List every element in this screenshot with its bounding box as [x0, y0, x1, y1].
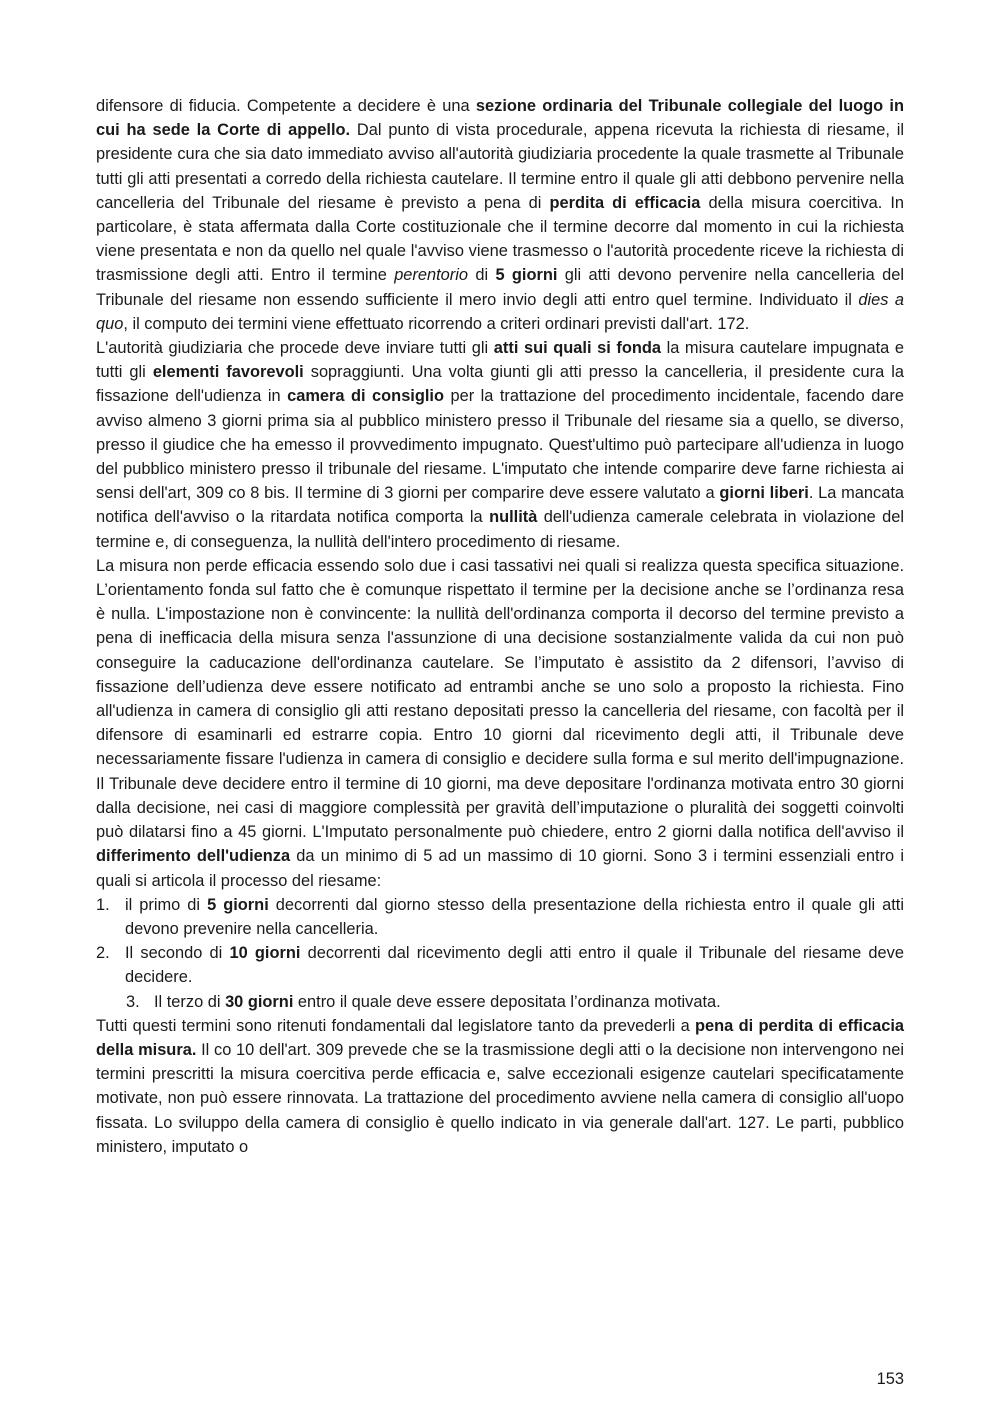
list-item — [96, 990, 904, 1014]
text-run: per la trattazione del procedimento incidentale, facendo dare avviso almeno 3 giorni prima sia al pubblico ministero presso il Tribunale del riesame sia a quello, se diverso, presso il giudice che ha emesso il provvedimento impugnato. Quest'ultimo può partecipare all'udienza in luogo del pubblico ministero presso il tribunale del riesame. L'imputato che intende comparire deve farne richiesta ai sensi dell'art, 309 co 8 bis. Il termine di 3 giorni per comparire deve essere valutato a — [96, 387, 904, 503]
list-item — [96, 941, 904, 989]
bold-text: 30 giorni — [225, 992, 294, 1011]
text-run: Tutti questi termini sono ritenuti fondamentali dal legislatore tanto da prevederli a — [96, 1016, 696, 1035]
text-run: difensore di fiducia. Competente a decidere è una — [96, 97, 476, 115]
paragraph-2 — [96, 336, 904, 554]
text-run: sopraggiunti. Una volta giunti gli atti presso la cancelleria, il presidente cura la fissazione dell'udienza in — [96, 363, 904, 406]
text-run: L'autorità giudiziaria che procede deve inviare tutti gli — [96, 339, 494, 358]
paragraph-1 — [96, 94, 904, 336]
list-number: 2. — [96, 944, 110, 963]
list-number: 1. — [96, 895, 110, 914]
bold-text: perdita di efficacia — [549, 193, 701, 212]
text-run: Dal punto di vista procedurale, appena ricevuta la richiesta di riesame, il presidente cura che sia dato immediato avviso all'autorità giudiziaria procedente la quale trasmette al Tribunale tutti gli atti presentati a corredo della richiesta cautelare. Il termine entro il quale gli atti debbono pervenire nella cancelleria del Tribunale del riesame è previsto a pena di — [96, 121, 904, 212]
text-run: il primo di — [125, 895, 208, 914]
bold-text: differimento dell'udienza — [96, 847, 291, 866]
bold-text: 10 giorni — [229, 944, 301, 963]
italic-text: dies a quo — [96, 290, 904, 333]
bold-text: 5 giorni — [495, 266, 558, 285]
text-run: dell'udienza camerale celebrata in violazione del termine e, di conseguenza, la nullità dell'intero procedimento di riesame. — [96, 508, 905, 551]
list-item — [96, 893, 904, 941]
bold-text: sezione ordinaria del Tribunale collegiale del luogo in cui ha sede la Corte di appello. — [96, 97, 905, 140]
paragraph-4 — [96, 1014, 904, 1159]
text-run: decorrenti dal ricevimento degli atti entro il quale il Tribunale del riesame deve decidere. — [125, 944, 904, 987]
page-number: 153 — [876, 1370, 904, 1388]
bold-text: camera di consiglio — [287, 387, 444, 406]
text-run: di — [468, 266, 496, 285]
text-run: della misura coercitiva. In particolare, è stata affermata dalla Corte costituzionale che il termine decorre dal momento in cui la richiesta viene presentata e non da quello nel quale l'avviso viene trasmesso o l'autorità procedente riceve la richiesta di trasmissione degli atti. Entro il termine — [96, 193, 904, 285]
bold-text: 5 giorni — [207, 895, 269, 914]
italic-text: perentorio — [394, 266, 468, 285]
text-run: Il co 10 dell'art. 309 prevede che se la trasmissione degli atti o la decisione non intervengono nei termini prescritti la misura coercitiva perde efficacia e, salve eccezionali esigenze cautelari specificatamente motivate, non può essere rinnovata. La trattazione del procedimento avviene nella camera di consiglio all'uopo fissata. Lo sviluppo della camera di consiglio è quello indicato in via generale dall'art. 127. Le parti, pubblico ministero, imputato o — [96, 1040, 904, 1156]
text-run: la misura cautelare impugnata e tutti gli — [96, 339, 904, 382]
text-run: decorrenti dal giorno stesso della presentazione della richiesta entro il quale gli atti devono prevenire nella cancelleria. — [125, 895, 904, 938]
bold-text: elementi favorevoli — [152, 363, 304, 382]
text-run: Il terzo di — [154, 992, 226, 1011]
text-run: da un minimo di 5 ad un massimo di 10 giorni. Sono 3 i termini essenziali entro i quali si articola il processo del riesame: — [96, 847, 905, 890]
document-page — [96, 94, 904, 1159]
terms-list — [96, 893, 904, 1014]
text-run: Il secondo di — [125, 944, 230, 963]
text-run: entro il quale deve essere depositata l’ordinanza motivata. — [293, 992, 721, 1011]
text-run: . La mancata notifica dell'avviso o la ritardata notifica comporta la — [96, 484, 904, 527]
list-number: 3. — [126, 992, 140, 1011]
text-run: , il computo dei termini viene effettuato ricorrendo a criteri ordinari previsti dall'art. 172. — [123, 314, 750, 333]
paragraph-3 — [96, 554, 904, 893]
bold-text: atti sui quali si fonda — [493, 339, 661, 358]
bold-text: pena di perdita di efficacia della misura. — [96, 1016, 904, 1059]
text-run: gli atti devono pervenire nella cancelleria del Tribunale del riesame non essendo sufficiente il mero invio degli atti entro quel termine. Individuato il — [96, 266, 904, 309]
bold-text: nullità — [489, 508, 538, 527]
bold-text: giorni liberi — [719, 484, 809, 503]
text-run: La misura non perde efficacia essendo solo due i casi tassativi nei quali si realizza questa specifica situazione. L’orientamento fonda sul fatto che è comunque rispettato il termine per la decisione anche se l’ordinanza resa è nulla. L'impostazione non è convincente: la nullità dell'ordinanza comporta il decorso del termine previsto a pena di inefficacia della misura senza l'assunzione di una decisione sostanzialmente valida da cui non può conseguire la caducazione dell'ordinanza cautelare. Se l’imputato è assistito da 2 difensori, l’avviso di fissazione dell’udienza deve essere notificato ad entrambi anche se uno solo a proposto la richiesta. Fino all'udienza in camera di consiglio gli atti restano depositati presso la cancelleria del riesame, con facoltà per il difensore di esaminarli ed estrarre copia. Entro 10 giorni dal ricevimento degli atti, il Tribunale deve necessariamente fissare l'udienza in camera di consiglio e decidere sulla forma e sul merito dell'impugnazione. Il Tribunale deve decidere entro il termine di 10 giorni, ma deve depositare l'ordinanza motivata entro 30 giorni dalla decisione, nei casi di maggiore complessità per gravità dell’imputazione o pluralità dei soggetti coinvolti può dilatarsi fino a 45 giorni. L'Imputato personalmente può chiedere, entro 2 giorni dalla notifica dell'avviso il — [96, 556, 904, 842]
